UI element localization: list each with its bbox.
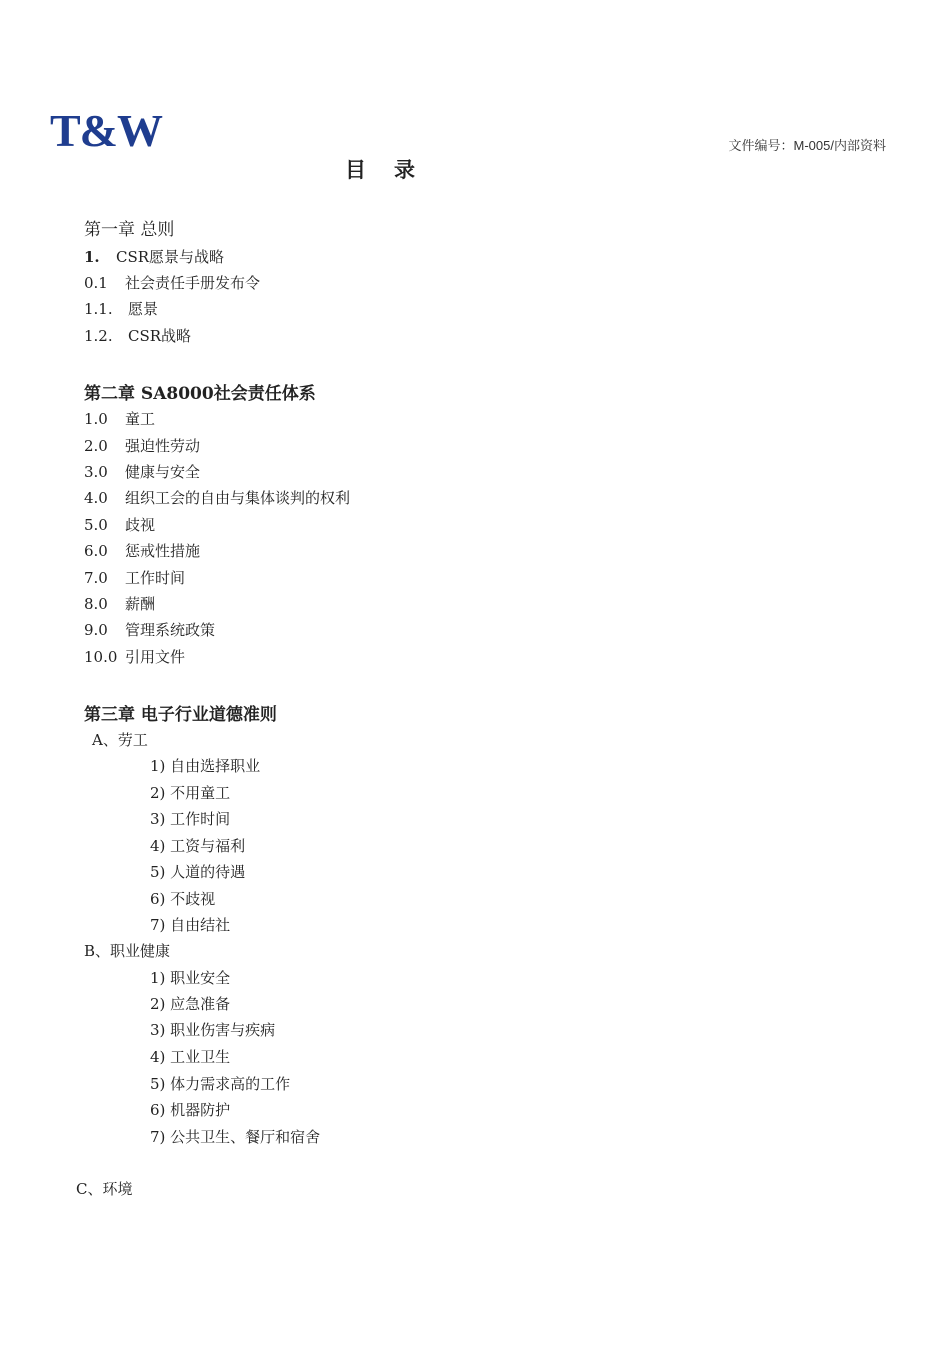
item-text: 愿景 <box>128 300 159 318</box>
list-item <box>84 619 215 640</box>
item-text: 工作时间 <box>125 569 186 587</box>
list-item: 6) 不歧视 <box>150 890 216 908</box>
item-number: 4.0 <box>84 489 108 507</box>
item-text: 管理系统政策 <box>125 621 216 639</box>
item-text: 健康与安全 <box>125 463 201 481</box>
item-number: 1.2. <box>84 327 113 345</box>
list-item: 7) 自由结社 <box>150 916 231 934</box>
item-number: 0.1 <box>84 274 108 292</box>
list-item: 3) 职业伤害与疾病 <box>150 1021 276 1039</box>
section-c-heading: C、环境 <box>76 1180 133 1198</box>
item-text: 童工 <box>125 410 156 428</box>
item-number: 5.0 <box>84 516 108 534</box>
list-item <box>84 461 200 482</box>
chapter2-heading: 第二章 SA8000社会责任体系 <box>84 384 316 404</box>
item-text: 薪酬 <box>125 595 156 613</box>
item-text: 歧视 <box>125 516 156 534</box>
item-number: 10.0 <box>84 648 118 666</box>
list-item: 1) 职业安全 <box>150 969 231 987</box>
page-title: 目录 <box>345 157 443 182</box>
doc-number-label: 文件编号： <box>728 139 794 154</box>
list-item <box>84 246 224 267</box>
item-text: CSR愿景与战略 <box>116 248 225 266</box>
item-number: 1. <box>84 248 100 266</box>
list-item <box>84 435 200 456</box>
list-item: 5) 体力需求高的工作 <box>150 1075 291 1093</box>
section-a-heading: A、劳工 <box>92 731 148 749</box>
list-item <box>84 540 200 561</box>
doc-number-suffix: 内部资料 <box>833 139 886 154</box>
list-item: 3) 工作时间 <box>150 810 231 828</box>
list-item <box>84 487 350 508</box>
item-number: 8.0 <box>84 595 108 613</box>
list-item: 1) 自由选择职业 <box>150 757 261 775</box>
list-item: 2) 应急准备 <box>150 995 231 1013</box>
item-number: 1.1. <box>84 300 113 318</box>
chapter3-heading: 第三章 电子行业道德准则 <box>84 705 277 725</box>
doc-number <box>729 135 887 154</box>
item-number: 2.0 <box>84 437 108 455</box>
item-text: 组织工会的自由与集体谈判的权利 <box>125 489 351 507</box>
list-item: 2) 不用童工 <box>150 784 231 802</box>
item-number: 3.0 <box>84 463 108 481</box>
doc-number-value: M-005/ <box>793 138 834 153</box>
item-text: 惩戒性措施 <box>125 542 201 560</box>
list-item: 5) 人道的待遇 <box>150 863 246 881</box>
item-number: 9.0 <box>84 621 108 639</box>
item-number: 6.0 <box>84 542 108 560</box>
item-number: 7.0 <box>84 569 108 587</box>
list-item <box>84 325 191 346</box>
list-item: 6) 机器防护 <box>150 1101 231 1119</box>
chapter1-heading: 第一章 总则 <box>84 220 175 240</box>
item-text: 社会责任手册发布令 <box>125 274 261 292</box>
item-text: 引用文件 <box>125 648 186 666</box>
list-item <box>84 408 155 429</box>
list-item: 4) 工业卫生 <box>150 1048 231 1066</box>
section-b-heading: B、职业健康 <box>84 942 171 960</box>
list-item <box>84 272 260 293</box>
item-text: 强迫性劳动 <box>125 437 201 455</box>
item-text: CSR战略 <box>128 327 192 345</box>
list-item: 4) 工资与福利 <box>150 837 246 855</box>
item-number: 1.0 <box>84 410 108 428</box>
list-item <box>84 593 155 614</box>
list-item <box>84 567 185 588</box>
company-logo: T&W <box>50 105 162 156</box>
list-item <box>84 298 158 319</box>
list-item <box>84 514 155 535</box>
list-item: 7) 公共卫生、餐厅和宿舍 <box>150 1128 321 1146</box>
list-item <box>84 646 185 667</box>
